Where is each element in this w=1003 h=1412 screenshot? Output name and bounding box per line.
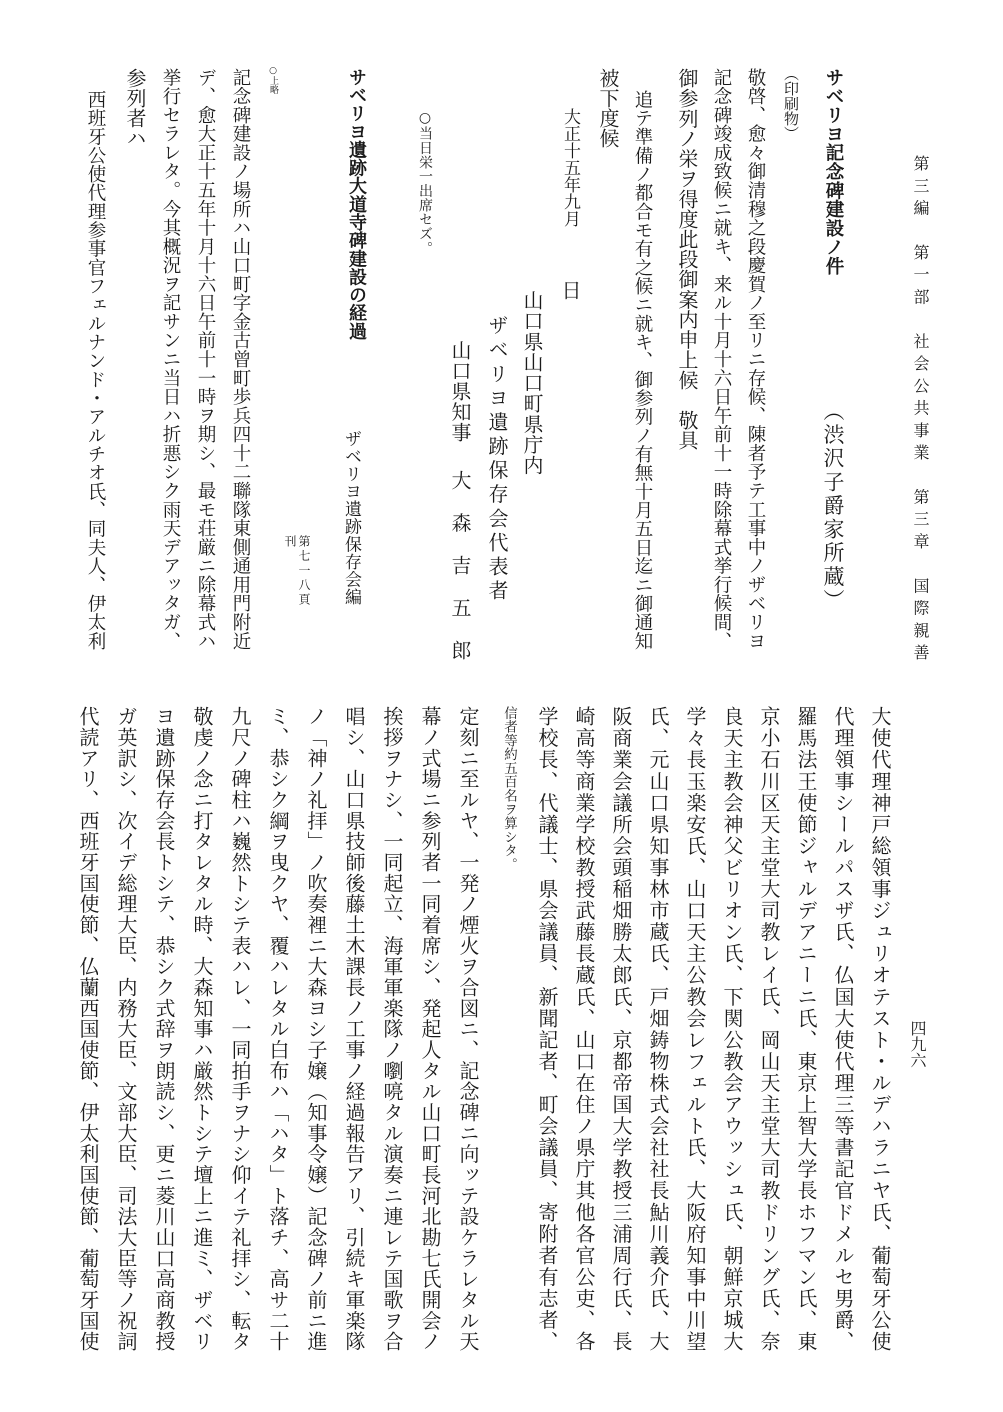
doc2-line: 阪商業会議所会頭稲畑勝太郎氏、京都帝国大学教授三浦周行氏、長: [609, 706, 633, 1351]
doc1-note: （印刷物）: [782, 66, 800, 141]
doc1-line: 記念碑竣成致候ニ就キ、来ル十月十六日午前十一時除幕式挙行候間、: [711, 68, 732, 650]
doc2-line: 氏、元山口県知事林市蔵氏、戸畑鋳物株式会社社長鮎川義介氏、大: [646, 706, 670, 1351]
doc2-line: 学校長、代議士、県会議員、新聞記者、町会議員、寄附者有志者、: [535, 706, 559, 1351]
doc2-line: デ、愈大正十五年十月十六日午前十一時ヲ期シ、最モ荘厳ニ除幕式ハ: [195, 68, 216, 650]
doc1-line: 敬啓、愈々御清穆之段慶賀ノ至リニ存候、陳者予テ工事中ノザベリヨ: [745, 68, 766, 650]
doc2-line: 参列者ハ: [123, 68, 147, 148]
doc2-source-page: 第七一八頁: [297, 535, 311, 605]
doc1-title: サベリヨ記念碑建設ノ件: [823, 68, 844, 275]
doc2-line: 代理領事シールパスザ氏、仏国大使代理三等書記官ドメルセ男爵、: [831, 706, 855, 1351]
doc2-line: 羅馬法王使節ジャルデアニーニ氏、東京上智大学長ホフマン氏、東: [794, 706, 818, 1351]
doc2-source-suffix: 刊: [283, 535, 297, 547]
doc2-line: 九尺ノ碑柱ハ巍然トシテ表ハレ、一同拍手ヲナシ仰イテ礼拝シ、転タ: [228, 706, 252, 1351]
doc1-remark: ○当日栄一出席セズ。: [417, 110, 433, 255]
doc2-line: 定刻ニ至ルヤ、一発ノ煙火ヲ合図ニ、記念碑ニ向ッテ設ケラレタル天: [456, 706, 480, 1351]
doc1-signer-title: 山口県知事: [448, 340, 472, 442]
doc2-line: 代読アリ、西班牙国使節、仏蘭西国使節、伊太利国使節、葡萄牙国使: [76, 706, 100, 1351]
doc2-line: 挨拶ヲナシ、一同起立、海軍軍楽隊ノ嚠喨タル演奏ニ連レテ国歌ヲ合: [380, 706, 404, 1351]
doc2-line: 唱シ、山口県技師後藤土木課長ノ工事ノ経過報告アリ、引続キ軍楽隊: [342, 706, 366, 1351]
doc1-line: 御参列ノ栄ヲ得度此段御案内申上候 敬具: [675, 68, 699, 450]
doc1-organization: ザベリヨ遺跡保存会代表者: [485, 315, 509, 600]
doc2-line: 学々長玉楽安氏、山口天主公教会レフェルト氏、大阪府知事中川望: [683, 706, 707, 1351]
doc2-line: ミ、恭シク綱ヲ曳クヤ、覆ハレタル白布ハ「ハタ」ト落チ、高サ二十: [266, 706, 290, 1351]
doc2-line: 西班牙公使代理参事官フェルナンド・アルチオ氏、同夫人、伊太利: [85, 90, 106, 650]
page-number: 四九六: [908, 1020, 927, 1068]
doc1-address: 山口県山口町県庁内: [520, 290, 544, 475]
doc2-line: 挙行セラレタ。今其概況ヲ記サンニ当日ハ折悪シク雨天デアッタガ、: [160, 68, 181, 650]
doc2-omitted-mark: ○上略: [268, 66, 278, 94]
doc2-line: 記念碑建設ノ場所ハ山口町字金古曾町歩兵四十二聯隊東側通用門附近: [230, 68, 251, 650]
doc2-line: 大使代理神戸総領事ジュリオテスト・ルデハラニヤ氏、葡萄牙公使: [868, 706, 892, 1351]
doc2-line: ヨ遺跡保存会長トシテ、恭シク式辞ヲ朗読シ、更ニ菱川山口高商教授: [152, 706, 176, 1351]
doc2-line: 幕ノ式場ニ参列者一同着席シ、発起人タル山口町長河北勘七氏開会ノ: [418, 706, 442, 1351]
doc1-date: 大正十五年九月: [560, 108, 580, 227]
doc2-line: 信者等約五百名ヲ算シタ。: [501, 706, 517, 871]
doc1-signer-name: 大森吉五郎: [448, 470, 472, 660]
doc2-line: 敬虔ノ念ニ打タレタル時、大森知事ハ厳然トシテ壇上ニ進ミ、ザベリ: [190, 706, 214, 1351]
doc1-day: 日: [558, 280, 582, 300]
doc2-line: 崎高等商業学校教授武藤長蔵氏、山口在住ノ県庁其他各官公吏、各: [572, 706, 596, 1351]
doc1-line: 被下度候: [596, 68, 620, 148]
doc2-line: ガ英訳シ、次イデ総理大臣、内務大臣、文部大臣、司法大臣等ノ祝詞: [114, 706, 138, 1351]
doc2-line: ノ「神ノ礼拝」ノ吹奏裡ニ大森ヨシ子嬢（知事令嬢）記念碑ノ前ニ進: [304, 706, 328, 1351]
doc2-line: 良天主教会神父ビリオン氏、下関公教会アウッシュ氏、朝鮮京城大: [720, 706, 744, 1351]
running-head: 第三編 第一部 社会公共事業 第三章 国際親善: [911, 155, 930, 660]
doc1-line: 追テ準備ノ都合モ有之候ニ就キ、御参列ノ有無十月五日迄ニ御通知: [632, 90, 653, 650]
doc2-line: 京小石川区天主堂大司教レイ氏、岡山天主堂大司教ドリング氏、奈: [757, 706, 781, 1351]
doc2-source: ザベリヨ遺跡保存会編: [341, 430, 361, 605]
doc1-source: （渋沢子爵家所蔵）: [821, 400, 845, 610]
doc2-title: サベリヨ遺跡大道寺碑建設の経過: [346, 68, 367, 340]
